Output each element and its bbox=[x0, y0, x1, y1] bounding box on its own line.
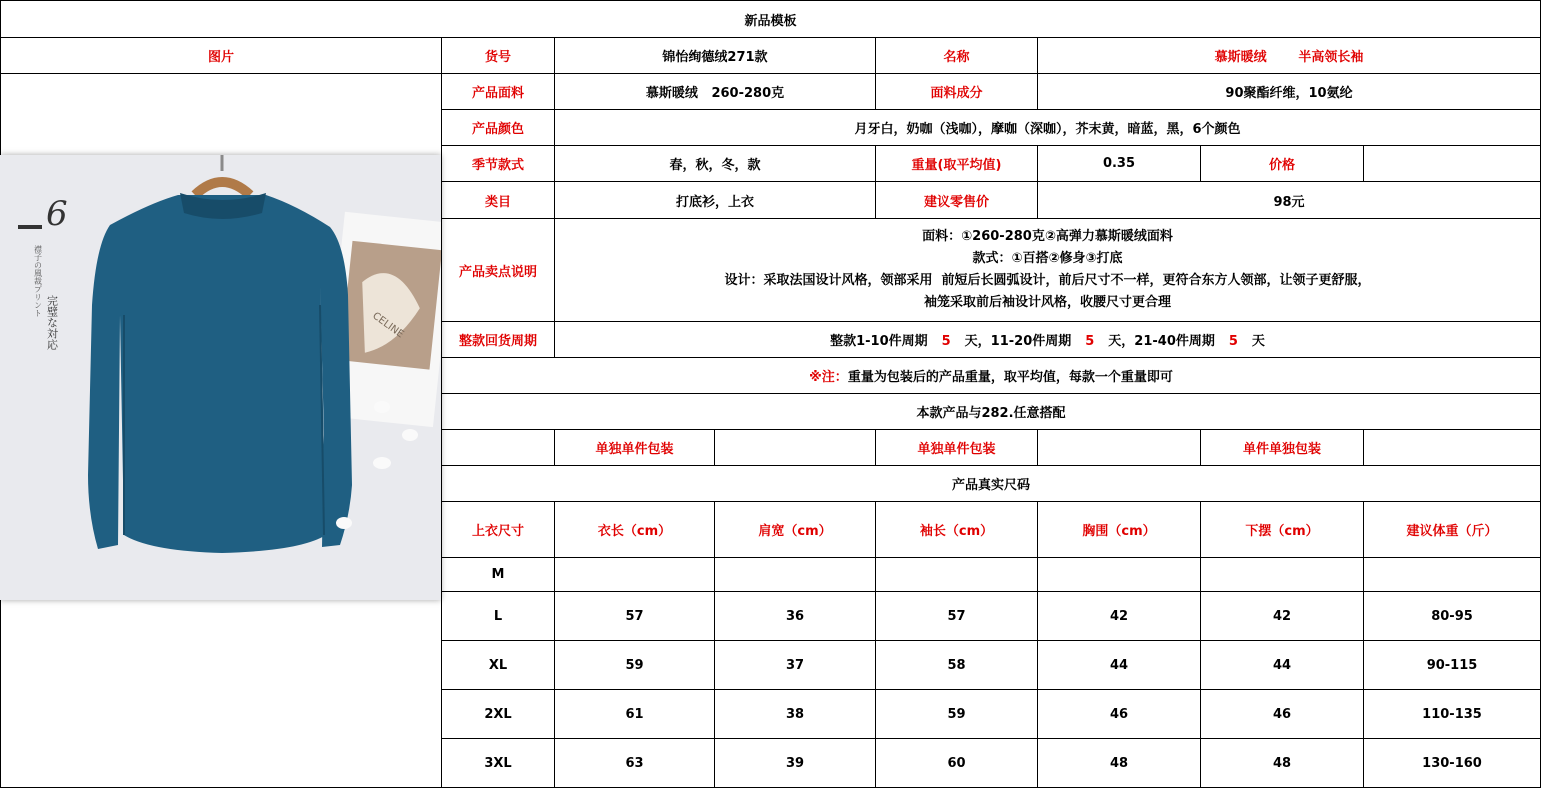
selling-point-line: 设计：采取法国设计风格，领部采用 前短后长圆弧设计，前后尺寸不一样，更符合东方人领部，让领子更舒服， bbox=[724, 273, 1371, 288]
size-cell[interactable] bbox=[1038, 558, 1201, 592]
size-cell[interactable]: 36 bbox=[715, 592, 876, 641]
magazine-text-2: 完璧な対応 bbox=[45, 295, 59, 350]
selling-point-line: 面料：①260-280克②高弹力慕斯暖绒面料 bbox=[922, 229, 1173, 244]
size-cell[interactable]: 42 bbox=[1038, 592, 1201, 641]
cycle-days: 5 bbox=[1228, 334, 1238, 349]
size-cell[interactable]: 110-135 bbox=[1364, 690, 1541, 739]
size-section-title: 产品真实尺码 bbox=[442, 466, 1541, 502]
selling-points-label: 产品卖点说明 bbox=[442, 219, 555, 322]
composition-value[interactable]: 90聚酯纤维，10氨纶 bbox=[1038, 74, 1541, 110]
product-photo-illustration bbox=[0, 155, 441, 600]
size-cell-xl: XL bbox=[442, 641, 555, 690]
picture-header: 图片 bbox=[1, 38, 442, 74]
name-value[interactable] bbox=[1038, 38, 1541, 74]
turtleneck-shirt bbox=[88, 193, 352, 553]
packaging-value[interactable] bbox=[1038, 430, 1201, 466]
size-header: 胸围（cm） bbox=[1038, 502, 1201, 558]
magazine-number: 6 bbox=[46, 194, 68, 234]
cycle-text: 天，11-20件周期 bbox=[964, 334, 1072, 349]
cycle-label: 整款回货周期 bbox=[442, 322, 555, 358]
size-cell[interactable]: 46 bbox=[1038, 690, 1201, 739]
size-cell[interactable]: 44 bbox=[1038, 641, 1201, 690]
size-cell[interactable]: 59 bbox=[555, 641, 715, 690]
price-value[interactable] bbox=[1364, 146, 1541, 182]
packaging-label: 单独单件包装 bbox=[876, 430, 1038, 466]
size-cell[interactable]: 46 bbox=[1201, 690, 1364, 739]
size-cell-3xl: 3XL bbox=[442, 739, 555, 788]
packaging-value[interactable] bbox=[1364, 430, 1541, 466]
size-header: 上衣尺寸 bbox=[442, 502, 555, 558]
size-cell[interactable]: 58 bbox=[876, 641, 1038, 690]
page-title: 新品模板 bbox=[1, 1, 1541, 38]
match-note: 本款产品与282.任意搭配 bbox=[442, 394, 1541, 430]
sku-value[interactable]: 锦怡绚德绒271款 bbox=[555, 38, 876, 74]
size-header: 袖长（cm） bbox=[876, 502, 1038, 558]
name-value-part2: 半高领长袖 bbox=[1298, 50, 1364, 65]
size-cell[interactable]: 37 bbox=[715, 641, 876, 690]
size-cell[interactable] bbox=[555, 558, 715, 592]
size-header: 建议体重（斤） bbox=[1364, 502, 1541, 558]
product-photo[interactable] bbox=[0, 155, 441, 600]
note-text: 重量为包装后的产品重量，取平均值，每款一个重量即可 bbox=[847, 370, 1173, 385]
selling-point-line: 款式：①百搭②修身③打底 bbox=[972, 251, 1123, 266]
composition-label: 面料成分 bbox=[876, 74, 1038, 110]
cycle-text: 整款1-10件周期 bbox=[830, 334, 928, 349]
note-prefix: ※注： bbox=[809, 370, 848, 385]
size-cell[interactable]: 90-115 bbox=[1364, 641, 1541, 690]
name-label: 名称 bbox=[876, 38, 1038, 74]
cycle-days: 5 bbox=[941, 334, 951, 349]
magazine-text-1: 襟子の風裁プリント bbox=[33, 245, 43, 317]
size-cell[interactable] bbox=[1201, 558, 1364, 592]
packaging-empty bbox=[442, 430, 555, 466]
size-cell-l: L bbox=[442, 592, 555, 641]
cycle-text: 天 bbox=[1251, 334, 1265, 349]
size-cell[interactable]: 42 bbox=[1201, 592, 1364, 641]
packaging-label: 单件单独包装 bbox=[1201, 430, 1364, 466]
selling-point-line: 袖笼采取前后袖设计风格，收腰尺寸更合理 bbox=[924, 295, 1172, 310]
size-cell[interactable]: 38 bbox=[715, 690, 876, 739]
size-cell[interactable]: 61 bbox=[555, 690, 715, 739]
size-header: 肩宽（cm） bbox=[715, 502, 876, 558]
size-cell-2xl: 2XL bbox=[442, 690, 555, 739]
size-cell[interactable]: 44 bbox=[1201, 641, 1364, 690]
packaging-value[interactable] bbox=[715, 430, 876, 466]
price-label: 价格 bbox=[1201, 146, 1364, 182]
cycle-text: 天，21-40件周期 bbox=[1108, 334, 1215, 349]
name-value-part1: 慕斯暖绒 bbox=[1214, 50, 1267, 65]
size-cell[interactable]: 57 bbox=[555, 592, 715, 641]
size-cell[interactable]: 130-160 bbox=[1364, 739, 1541, 788]
category-label: 类目 bbox=[442, 182, 555, 219]
size-cell[interactable]: 59 bbox=[876, 690, 1038, 739]
sku-label: 货号 bbox=[442, 38, 555, 74]
size-cell[interactable] bbox=[715, 558, 876, 592]
category-value[interactable]: 打底衫，上衣 bbox=[555, 182, 876, 219]
size-header: 下摆（cm） bbox=[1201, 502, 1364, 558]
color-value[interactable]: 月牙白，奶咖（浅咖），摩咖（深咖），芥末黄，暗蓝，黑，6个颜色 bbox=[555, 110, 1541, 146]
weight-note bbox=[442, 358, 1541, 394]
cycle-value[interactable] bbox=[555, 322, 1541, 358]
fabric-label: 产品面料 bbox=[442, 74, 555, 110]
retail-price-value[interactable]: 98元 bbox=[1038, 182, 1541, 219]
size-cell[interactable]: 60 bbox=[876, 739, 1038, 788]
color-label: 产品颜色 bbox=[442, 110, 555, 146]
weight-label: 重量(取平均值) bbox=[876, 146, 1038, 182]
size-cell[interactable]: 57 bbox=[876, 592, 1038, 641]
size-cell-m: M bbox=[442, 558, 555, 592]
fabric-value[interactable]: 慕斯暖绒 260-280克 bbox=[555, 74, 876, 110]
size-cell[interactable]: 48 bbox=[1038, 739, 1201, 788]
size-cell[interactable]: 63 bbox=[555, 739, 715, 788]
season-value[interactable]: 春，秋，冬，款 bbox=[555, 146, 876, 182]
season-label: 季节款式 bbox=[442, 146, 555, 182]
cycle-days: 5 bbox=[1085, 334, 1095, 349]
size-cell[interactable]: 39 bbox=[715, 739, 876, 788]
size-header: 衣长（cm） bbox=[555, 502, 715, 558]
selling-points-text[interactable] bbox=[555, 219, 1541, 322]
size-cell[interactable]: 48 bbox=[1201, 739, 1364, 788]
weight-value[interactable]: 0.35 bbox=[1038, 146, 1201, 182]
size-cell[interactable]: 80-95 bbox=[1364, 592, 1541, 641]
packaging-label: 单独单件包装 bbox=[555, 430, 715, 466]
retail-price-label: 建议零售价 bbox=[876, 182, 1038, 219]
size-cell[interactable] bbox=[876, 558, 1038, 592]
size-cell[interactable] bbox=[1364, 558, 1541, 592]
card-text: CELINE bbox=[370, 310, 406, 341]
